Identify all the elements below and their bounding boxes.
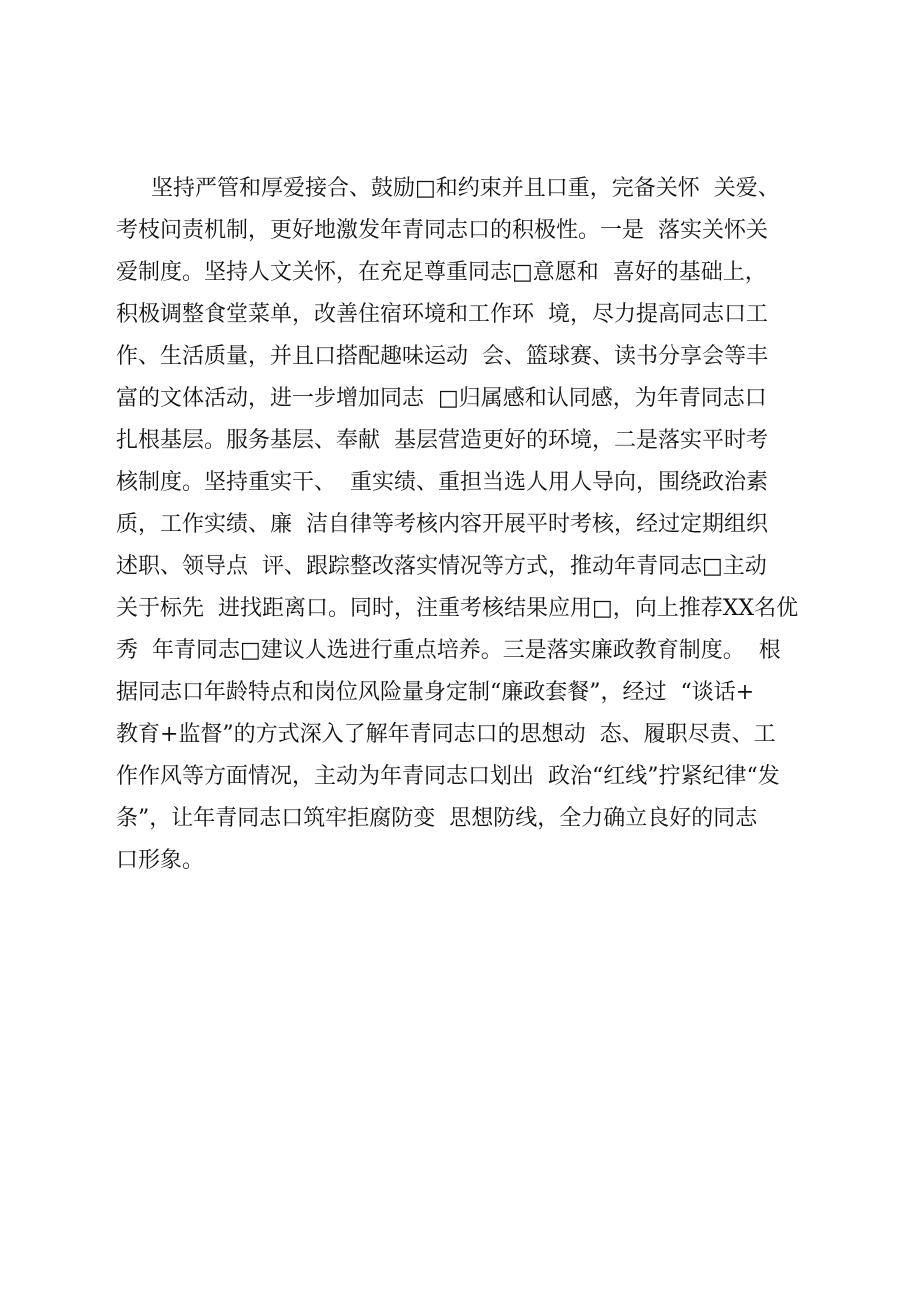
paragraph-line-5: 作、生活质量，并且口搭配趣味运动 会、篮球赛、读书分享会等丰 — [116, 344, 768, 369]
paragraph-line-6: 富的文体活动，进一步增加同志 □归属感和认同感，为年青同志口 — [116, 386, 767, 411]
paragraph-line-1: 坚持严管和厚爱接合、鼓励□和约束并且口重，完备关怀 关爱、 — [116, 176, 780, 201]
paragraph-line-8: 核制度。坚持重实干、 重实绩、重担当选人用人导向，围绕政治素 — [116, 470, 768, 495]
body-paragraph — [116, 168, 816, 882]
paragraph-line-10: 述职、领导点 评、跟踪整改落实情况等方式，推动年青同志□主动 — [116, 554, 767, 579]
paragraph-line-12: 秀 年青同志□建议人选进行重点培养。三是落实廉政教育制度。 根 — [116, 638, 781, 663]
paragraph-line-16: 条”，让年青同志口筑牢拒腐防变 思想防线，全力确立良好的同志 — [116, 806, 758, 831]
paragraph-line-17: 口形象。 — [116, 848, 205, 873]
paragraph-line-2: 考枝问责机制，更好地激发年青同志口的积极性。一是 落实关怀关 — [116, 218, 768, 243]
paragraph-line-14: 教育+监督”的方式深入了解年青同志口的思想动 态、履职尽责、工 — [116, 722, 776, 747]
paragraph-line-15: 作作风等方面情况，主动为年青同志口划出 政治“红线”拧紧纪律“发 — [116, 764, 780, 789]
paragraph-line-3: 爱制度。坚持人文关怀，在充足尊重同志□意愿和 喜好的基础上， — [116, 260, 767, 285]
paragraph-line-9: 质，工作实绩、廉 洁自律等考核内容开展平时考核，经过定期组织 — [116, 512, 768, 537]
paragraph-line-13: 据同志口年龄特点和岗位风险量身定制“廉政套餐”，经过 “谈话+ — [116, 680, 755, 705]
paragraph-line-7: 扎根基层。服务基层、奉献 基层营造更好的环境，二是落实平时考 — [116, 428, 768, 453]
paragraph-line-4: 积极调整食堂菜单，改善住宿环境和工作环 境，尽力提高同志口工 — [116, 302, 768, 327]
paragraph-line-11: 关于标先 进找距离口。同时，注重考核结果应用□，向上推荐XX名优 — [116, 596, 799, 621]
